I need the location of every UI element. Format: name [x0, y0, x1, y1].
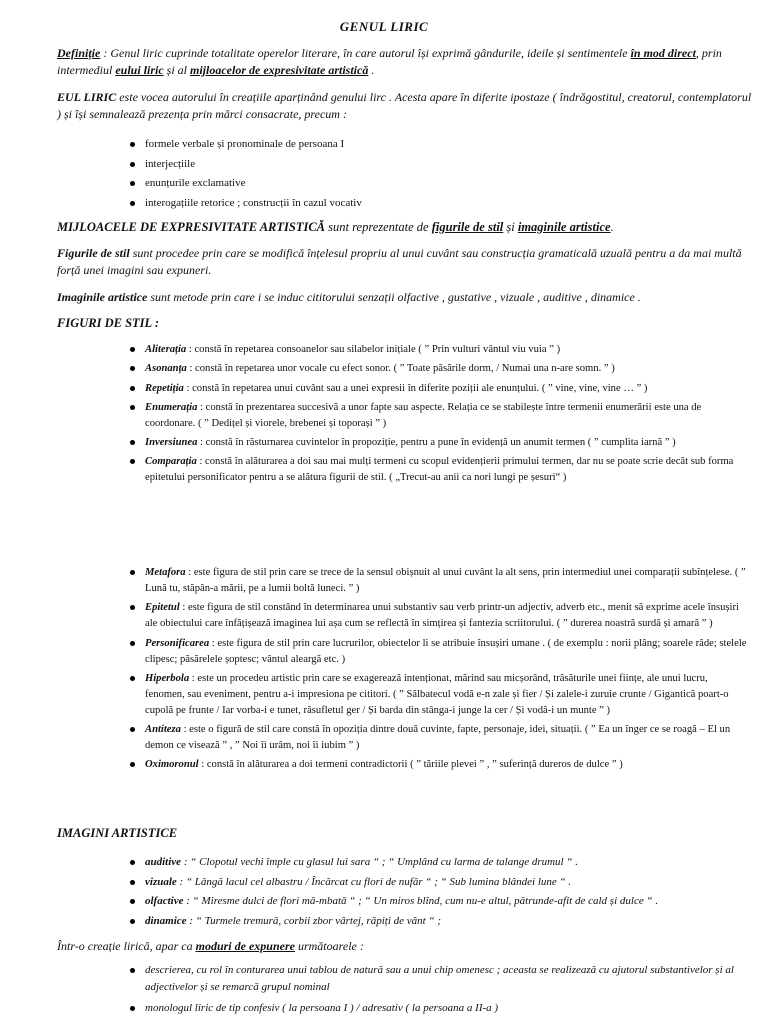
- definition-text-4: .: [368, 63, 375, 77]
- figuri-heading: FIGURI DE STIL :: [57, 316, 159, 330]
- figure-term: Repetiția: [145, 382, 184, 394]
- list-item: [130, 853, 750, 873]
- definition-direct: în mod direct: [630, 46, 696, 60]
- list-item: monologul liric de tip confesiv ( la persoana I ) / adresativ ( la persoana a II-a ): [130, 1000, 750, 1017]
- figure-term: Comparația: [145, 456, 197, 468]
- mijloacele-paragraph: [57, 219, 752, 236]
- mijloacele-text-3: .: [610, 220, 614, 234]
- lyrical-marks-list: [130, 135, 362, 214]
- figure-term: Aliterația: [145, 344, 187, 355]
- figure-term: Antiteza: [145, 724, 181, 736]
- moduri-text-2: următoarele :: [294, 939, 364, 953]
- figure-text: : este figura de stil prin care lucrurilor, obiectelor li se atribuie însușiri umane . ( de exemplu : norii plâng; soarele râde; stelele clipesc; păsărelele șoptesc; vântul aleargă etc. ): [145, 637, 747, 665]
- figure-term: Enumerația: [145, 401, 198, 413]
- figure-text: : este figura de stil prin care se trece de la sensul obișnuit al unui cuvânt la alt sens, prin intermediul unei comparații subînțelese. ( ” Lună tu, stăpân-a mării, pe a lumii boltă luneci. ” ): [145, 567, 746, 594]
- mijloacele-imagini: imaginile artistice: [517, 220, 611, 234]
- list-item: [130, 912, 750, 932]
- modes-list: [130, 962, 750, 1021]
- mijloacele-label: MIJLOACELE DE EXPRESIVITATE ARTISTICĂ: [57, 220, 326, 234]
- image-text: : “ Clopotul vechi împle cu glasul lui sara “ ; “ Umplând cu larma de talange drumul “ .: [181, 856, 578, 868]
- figures-list-a: [130, 342, 750, 490]
- figure-term: Personificarea: [145, 637, 210, 649]
- definition-paragraph: [57, 45, 752, 79]
- figure-term: Asonanța: [145, 363, 187, 375]
- imagini-definition-paragraph: [57, 289, 752, 306]
- image-text: : “ Turmele tremură, corbii zbor vârtej, răpiți de vânt “ ;: [186, 914, 441, 927]
- figure-term: Metafora: [145, 567, 186, 578]
- figure-text: : constă în repetarea consoanelor sau silabelor inițiale ( ” Prin vulturi vântul viu vuia ” ): [186, 344, 561, 355]
- figuri-definition-paragraph: [57, 245, 752, 279]
- list-item: [130, 435, 750, 451]
- list-item: [130, 757, 750, 773]
- definition-text-2: , prin intermediul: [57, 46, 722, 77]
- image-term: vizuale: [145, 875, 177, 888]
- image-term: olfactive: [145, 895, 184, 907]
- definition-text-3: și al: [163, 63, 191, 77]
- list-item: [130, 342, 750, 358]
- figure-text: : este un procedeu artistic prin care se exagerează intenționat, mărind sau micșorând, trăsăturile unei ființe, ale unui lucru, fenomen, sau eveniment, pentru a-i impresiona pe cititori. ( ” Sălbatecul vodă e-n zale și fier / Și zalele-i zuruie crunte / Gigantică poart-o cupolă pe frunte / Iar vorba-i e tunet, răsufletul ger / Și barda din stânga-i junge la cer / Și vodă-i un munte ” ): [145, 672, 729, 716]
- figure-text: : este figura de stil constând în determinarea unui substantiv sau verb printr-un adjectiv, adverb etc., menit să exprime acele însușiri ale obiectului care înfățișează imaginea lui așa cum se reflectă în simțirea și fantezia scriitorului. ( ” durerea noastră surdă și amară ” ): [145, 602, 739, 630]
- list-item: [130, 361, 750, 377]
- figuri-definition-text: sunt procedee prin care se modifică înțelesul propriu al unui cuvânt sau construcția gramaticală uzuală pentru a da mai multă forță unei imagini sau expuneri.: [57, 246, 742, 277]
- list-item: [130, 722, 750, 754]
- moduri-label: moduri de expunere: [195, 939, 295, 953]
- list-item: interogațiile retorice ; construcții în cazul vocativ: [130, 194, 362, 214]
- list-item: enunțurile exclamative: [130, 174, 362, 194]
- list-item: [130, 400, 750, 432]
- figures-list-b: [130, 565, 750, 777]
- imagini-definition-text: sunt metode prin care i se induc cititorului senzații olfactive , gustative , vizuale , auditive , dinamice .: [147, 290, 641, 304]
- page-title: GENUL LIRIC: [339, 19, 429, 34]
- list-item: [130, 671, 750, 719]
- moduri-text-1: Într-o creație lirică, apar ca: [57, 939, 196, 953]
- imagini-heading: IMAGINI ARTISTICE: [57, 826, 178, 840]
- figuri-definition-label: Figurile de stil: [57, 246, 130, 260]
- mijloacele-text-1: sunt reprezentate de: [325, 220, 432, 234]
- image-text: : “ Miresme dulci de flori mă-mbată “ ; “ Un miros blînd, cum nu-e altul, pătrunde-afit de cald și dulce “ .: [183, 895, 659, 907]
- figure-term: Oximoronul: [145, 759, 199, 771]
- figure-text: : este o figură de stil care constă în opoziția dintre două cuvinte, fapte, personaje, idei, situații. ( ” Ea un înger ce se roagă – El un demon ce visează ” , ” Noi îi urâm, noi îi iubim ” ): [145, 724, 731, 752]
- figure-text: : constă în alăturarea a doi sau mai mulți termeni cu scopul evidențierii primului termen, dar nu se poate scrie decât sub forma epitetului personificator pentru a se alătura figurii de stil. ( „Trecut-au anii ca nori lungi pe șesuri“ ): [145, 456, 734, 484]
- figure-text: : constă în răsturnarea cuvintelor în propoziție, pentru a pune în evidență un anumit termen ( ” cumplita iarnă ” ): [197, 437, 676, 449]
- mijloacele-figuri: figurile de stil: [431, 220, 504, 234]
- list-item: [130, 600, 750, 632]
- figure-term: Hiperbola: [145, 672, 190, 684]
- definition-mijloace: mijloacelor de expresivitate artistică: [190, 63, 369, 77]
- definition-text-1: : Genul liric cuprinde totalitate operelor literare, în care autorul își exprimă gândurile, ideile și sentimentele: [100, 46, 631, 60]
- figure-text: : constă în repetarea unui cuvânt sau a unei expresii în diferite poziții ale enunțului. ( ” vine, vine, vine … ” ): [183, 382, 648, 394]
- imagini-definition-label: Imaginile artistice: [57, 290, 148, 304]
- list-item: [130, 565, 750, 597]
- eul-liric-text: este vocea autorului în creațiile aparținând genului lirc . Acesta apare în diferite ipostaze ( îndrăgostitul, creatorul, contemplatorul ) și își semnalează prezența prin mărci consacrate, precum :: [57, 90, 752, 121]
- list-item: [130, 636, 750, 668]
- mijloacele-text-2: și: [503, 220, 518, 234]
- list-item: interjecțiile: [130, 155, 362, 175]
- image-term: dinamice: [145, 914, 187, 927]
- definition-eul: eului liric: [115, 63, 164, 77]
- list-item: [130, 892, 750, 912]
- image-term: auditive: [145, 856, 182, 868]
- list-item: [130, 873, 750, 893]
- images-list: [130, 853, 750, 931]
- figure-text: : constă în alăturarea a doi termeni contradictorii ( ” tăriile plevei ” , ” suferință dureros de dulce ” ): [198, 759, 623, 771]
- eul-liric-paragraph: [57, 89, 752, 123]
- moduri-paragraph: [57, 938, 752, 955]
- figure-term: Epitetul: [145, 602, 180, 614]
- image-text: : “ Lângă lacul cel albastru / Încărcat cu flori de nufăr “ ; “ Sub lumina blândei lune “ .: [176, 875, 572, 888]
- definition-label: Definiție: [57, 46, 101, 60]
- list-item: descrierea, cu rol în conturarea unui tablou de natură sau a unui chip omenesc ; aceasta se realizează cu ajutorul substantivelor și al adjectivelor și se remarcă grupul nominal: [130, 962, 750, 996]
- list-item: formele verbale și pronominale de persoana I: [130, 135, 362, 155]
- eul-liric-label: EUL LIRIC: [57, 90, 117, 104]
- figure-text: : constă în prezentarea succesivă a unor fapte sau aspecte. Relația ce se stabilește între termenii enumerării este una de coordonare. ( ” Dedițel și viorele, brebenei și toporași ” ): [145, 401, 702, 429]
- figure-term: Inversiunea: [145, 437, 198, 449]
- figure-text: : constă în repetarea unor vocale cu efect sonor. ( ” Toate păsările dorm, / Numai una n-are somn. ” ): [186, 363, 615, 375]
- list-item: [130, 454, 750, 486]
- list-item: [130, 381, 750, 397]
